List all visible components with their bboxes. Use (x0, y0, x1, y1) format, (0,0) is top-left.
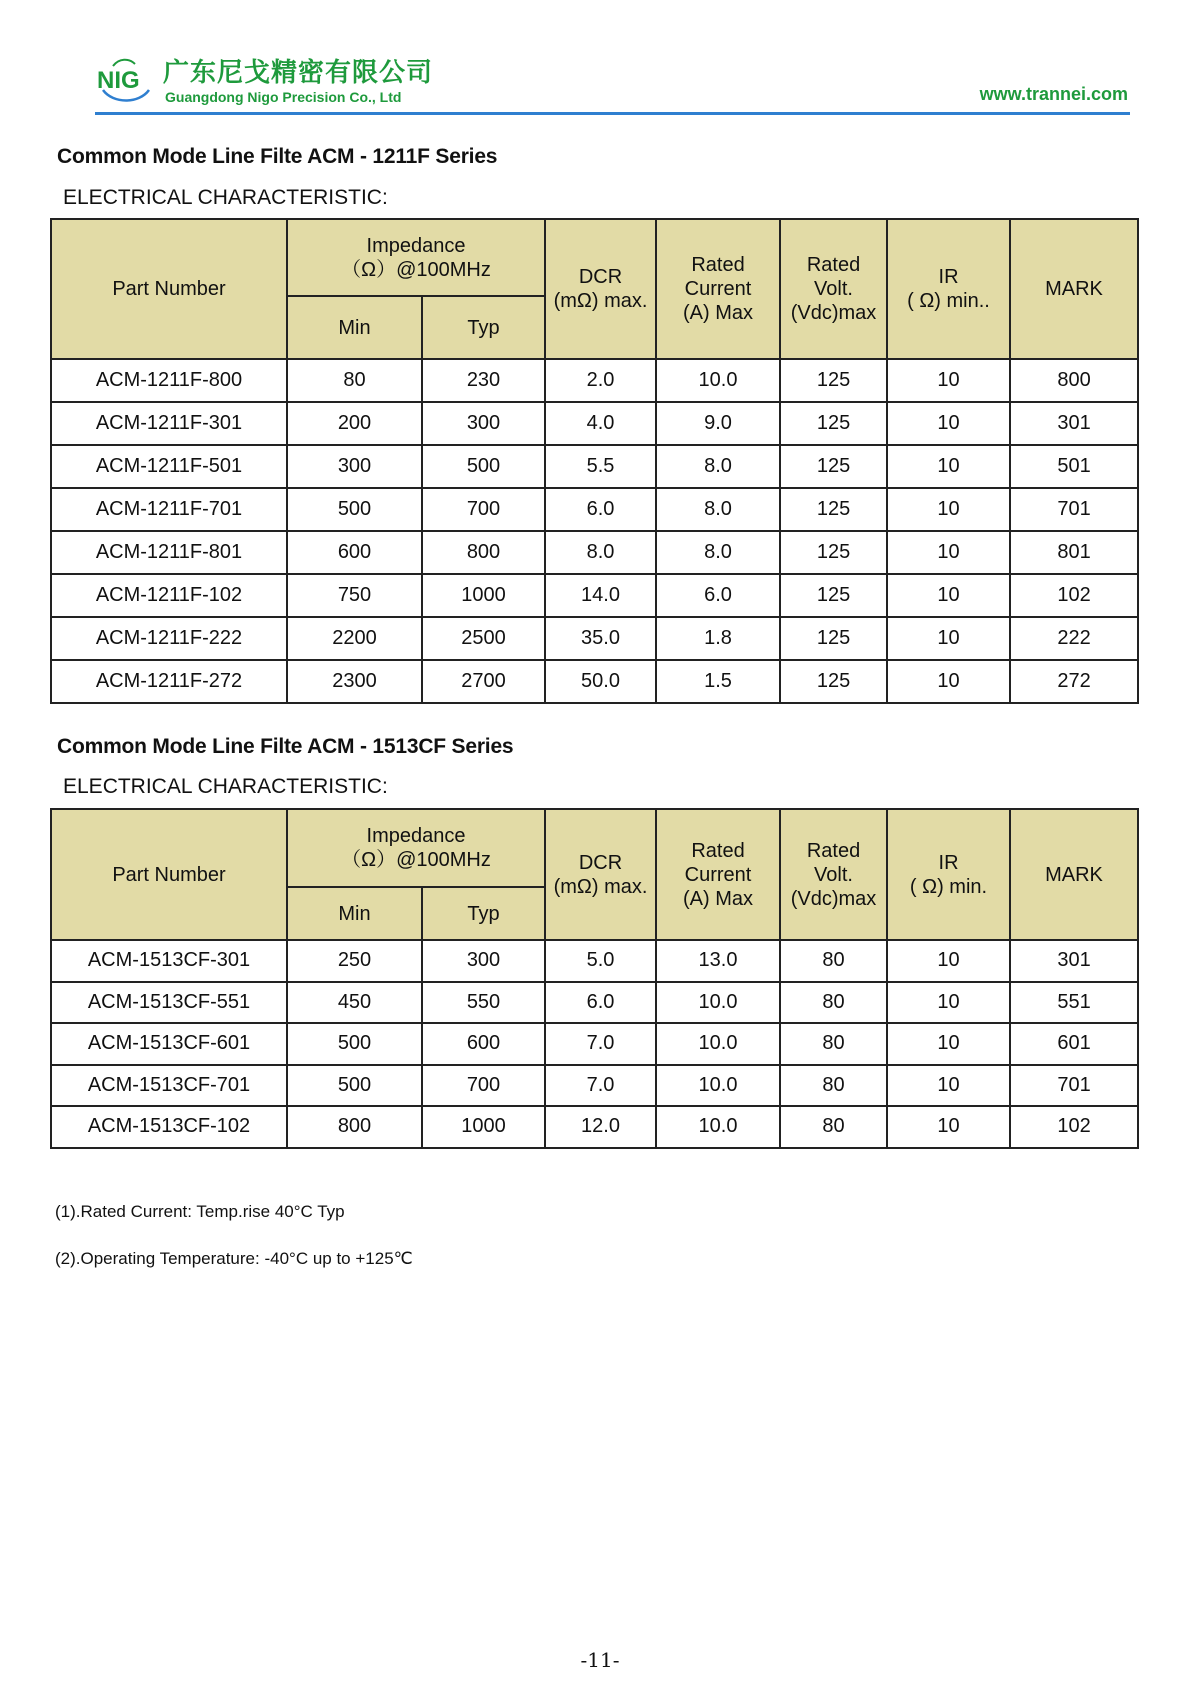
cell-mark: 272 (1010, 660, 1138, 703)
cell-rated-current: 8.0 (656, 445, 780, 488)
table-row (51, 617, 1138, 660)
cell-mark: 102 (1010, 574, 1138, 617)
cell-dcr: 35.0 (545, 617, 656, 660)
table-row (51, 359, 1138, 402)
header-dcr-line2: (mΩ) max. (553, 290, 648, 312)
cell-dcr: 5.0 (545, 940, 656, 982)
cell-part-number: ACM-1211F-102 (51, 574, 287, 617)
cell-ir: 10 (887, 617, 1010, 660)
cell-impedance-typ: 2700 (422, 660, 545, 703)
cell-impedance-min: 450 (287, 982, 422, 1024)
header-dcr-line1: DCR (578, 851, 623, 874)
cell-mark: 701 (1010, 1065, 1138, 1107)
cell-rated-volt: 80 (780, 982, 887, 1024)
cell-impedance-typ: 550 (422, 982, 545, 1024)
cell-mark: 701 (1010, 488, 1138, 531)
header-dcr (545, 219, 656, 359)
company-name-english: Guangdong Nigo Precision Co., Ltd (165, 89, 402, 105)
section-subtitle: ELECTRICAL CHARACTERISTIC: (63, 775, 388, 798)
header-ir (887, 219, 1010, 359)
website-link[interactable]: www.trannei.com (979, 84, 1128, 104)
header-current-line3: (A) Max (683, 887, 754, 910)
header-impedance-line2: （Ω）@100MHz (341, 258, 491, 281)
series-title: Common Mode Line Filte ACM - 1211F Series (57, 145, 498, 168)
cell-impedance-typ: 500 (422, 445, 545, 488)
table-row (51, 1106, 1138, 1148)
cell-ir: 10 (887, 1023, 1010, 1065)
cell-impedance-min: 500 (287, 488, 422, 531)
cell-impedance-typ: 700 (422, 488, 545, 531)
header-ir (887, 809, 1010, 940)
cell-rated-current: 13.0 (656, 940, 780, 982)
cell-rated-volt: 125 (780, 488, 887, 531)
cell-dcr: 12.0 (545, 1106, 656, 1148)
header-mark: MARK (1010, 219, 1138, 359)
cell-rated-current: 10.0 (656, 359, 780, 402)
cell-rated-volt: 125 (780, 574, 887, 617)
table-body (51, 940, 1138, 1148)
cell-ir: 10 (887, 445, 1010, 488)
header-ir-line1: IR (938, 266, 959, 288)
header-typ: Typ (422, 887, 545, 940)
header-ir-line1: IR (938, 851, 959, 874)
cell-mark: 222 (1010, 617, 1138, 660)
cell-part-number: ACM-1513CF-601 (51, 1023, 287, 1065)
header-impedance-line1: Impedance (366, 825, 466, 847)
cell-impedance-min: 600 (287, 531, 422, 574)
cell-mark: 102 (1010, 1106, 1138, 1148)
cell-ir: 10 (887, 402, 1010, 445)
header-dcr-line2: (mΩ) max. (553, 875, 648, 898)
cell-rated-current: 1.8 (656, 617, 780, 660)
cell-impedance-typ: 2500 (422, 617, 545, 660)
spec-table-1211f (50, 218, 1139, 704)
table-row (51, 1023, 1138, 1065)
cell-rated-volt: 125 (780, 617, 887, 660)
cell-rated-current: 8.0 (656, 488, 780, 531)
header-divider (95, 112, 1130, 115)
cell-dcr: 14.0 (545, 574, 656, 617)
cell-dcr: 7.0 (545, 1065, 656, 1107)
header-current-line1: Rated (691, 839, 745, 862)
cell-part-number: ACM-1211F-272 (51, 660, 287, 703)
cell-rated-current: 10.0 (656, 1023, 780, 1065)
table-row (51, 574, 1138, 617)
header-impedance (287, 809, 545, 887)
cell-impedance-min: 800 (287, 1106, 422, 1148)
cell-rated-current: 9.0 (656, 402, 780, 445)
cell-impedance-min: 300 (287, 445, 422, 488)
cell-impedance-min: 80 (287, 359, 422, 402)
header-rated-current (656, 809, 780, 940)
cell-impedance-typ: 1000 (422, 1106, 545, 1148)
table-row (51, 982, 1138, 1024)
cell-rated-volt: 125 (780, 445, 887, 488)
cell-part-number: ACM-1211F-222 (51, 617, 287, 660)
table-row (51, 940, 1138, 982)
cell-rated-volt: 80 (780, 1065, 887, 1107)
header-current-line2: Current (684, 278, 752, 300)
cell-impedance-typ: 700 (422, 1065, 545, 1107)
cell-dcr: 50.0 (545, 660, 656, 703)
cell-impedance-typ: 230 (422, 359, 545, 402)
section-subtitle: ELECTRICAL CHARACTERISTIC: (63, 186, 388, 209)
cell-impedance-min: 500 (287, 1065, 422, 1107)
header-current-line1: Rated (691, 254, 745, 276)
cell-mark: 801 (1010, 531, 1138, 574)
cell-ir: 10 (887, 982, 1010, 1024)
cell-dcr: 2.0 (545, 359, 656, 402)
cell-dcr: 8.0 (545, 531, 656, 574)
cell-mark: 501 (1010, 445, 1138, 488)
cell-rated-volt: 125 (780, 660, 887, 703)
cell-part-number: ACM-1513CF-701 (51, 1065, 287, 1107)
header-part-number: Part Number (51, 809, 287, 940)
cell-dcr: 6.0 (545, 488, 656, 531)
cell-impedance-typ: 300 (422, 402, 545, 445)
cell-ir: 10 (887, 488, 1010, 531)
cell-rated-current: 10.0 (656, 982, 780, 1024)
header-impedance (287, 219, 545, 296)
cell-part-number: ACM-1513CF-102 (51, 1106, 287, 1148)
header-volt-line1: Rated (806, 839, 861, 862)
company-name-chinese: 广东尼戈精密有限公司 (163, 58, 434, 88)
cell-part-number: ACM-1211F-501 (51, 445, 287, 488)
cell-part-number: ACM-1211F-800 (51, 359, 287, 402)
header-typ: Typ (422, 296, 545, 359)
cell-part-number: ACM-1513CF-551 (51, 982, 287, 1024)
header-mark: MARK (1010, 809, 1138, 940)
header-rated-volt (780, 809, 887, 940)
cell-dcr: 5.5 (545, 445, 656, 488)
header-volt-line2: Volt. (814, 278, 853, 300)
company-logo-icon (95, 56, 157, 106)
cell-impedance-typ: 300 (422, 940, 545, 982)
cell-rated-current: 10.0 (656, 1065, 780, 1107)
table-row (51, 660, 1138, 703)
cell-part-number: ACM-1211F-801 (51, 531, 287, 574)
table-row (51, 1065, 1138, 1107)
header-part-number: Part Number (51, 219, 287, 359)
cell-impedance-typ: 600 (422, 1023, 545, 1065)
header-rated-volt (780, 219, 887, 359)
cell-impedance-min: 200 (287, 402, 422, 445)
cell-rated-volt: 125 (780, 359, 887, 402)
series-title: Common Mode Line Filte ACM - 1513CF Series (57, 735, 514, 758)
cell-dcr: 4.0 (545, 402, 656, 445)
cell-impedance-min: 2200 (287, 617, 422, 660)
cell-mark: 551 (1010, 982, 1138, 1024)
table-body (51, 359, 1138, 703)
cell-impedance-min: 500 (287, 1023, 422, 1065)
header-current-line3: (A) Max (683, 302, 754, 324)
cell-ir: 10 (887, 359, 1010, 402)
cell-part-number: ACM-1211F-701 (51, 488, 287, 531)
header-dcr-line1: DCR (578, 266, 623, 288)
page-header (95, 50, 1130, 114)
cell-rated-volt: 80 (780, 1023, 887, 1065)
table-row (51, 531, 1138, 574)
header-volt-line3: (Vdc)max (790, 302, 877, 324)
cell-ir: 10 (887, 531, 1010, 574)
cell-mark: 800 (1010, 359, 1138, 402)
cell-rated-current: 1.5 (656, 660, 780, 703)
cell-rated-current: 6.0 (656, 574, 780, 617)
spec-table-1513cf (50, 808, 1139, 1149)
header-impedance-line2: （Ω）@100MHz (341, 849, 491, 871)
header-ir-line2: ( Ω) min. (909, 875, 988, 898)
cell-rated-volt: 80 (780, 1106, 887, 1148)
cell-ir: 10 (887, 574, 1010, 617)
cell-dcr: 6.0 (545, 982, 656, 1024)
header-volt-line1: Rated (806, 254, 861, 276)
logo-text: NIG (97, 67, 140, 94)
cell-part-number: ACM-1211F-301 (51, 402, 287, 445)
note-rated-current: (1).Rated Current: Temp.rise 40°C Typ (55, 1202, 345, 1221)
table-row (51, 402, 1138, 445)
cell-ir: 10 (887, 1065, 1010, 1107)
cell-impedance-typ: 1000 (422, 574, 545, 617)
cell-ir: 10 (887, 660, 1010, 703)
cell-rated-current: 8.0 (656, 531, 780, 574)
note-operating-temperature: (2).Operating Temperature: -40°C up to +125℃ (55, 1249, 413, 1268)
cell-part-number: ACM-1513CF-301 (51, 940, 287, 982)
header-rated-current (656, 219, 780, 359)
table-row (51, 445, 1138, 488)
cell-impedance-min: 750 (287, 574, 422, 617)
header-volt-line3: (Vdc)max (790, 887, 877, 910)
cell-rated-volt: 125 (780, 402, 887, 445)
cell-mark: 301 (1010, 940, 1138, 982)
cell-rated-current: 10.0 (656, 1106, 780, 1148)
page-number: -11- (580, 1648, 620, 1672)
cell-rated-volt: 80 (780, 940, 887, 982)
cell-ir: 10 (887, 1106, 1010, 1148)
cell-impedance-min: 250 (287, 940, 422, 982)
cell-mark: 601 (1010, 1023, 1138, 1065)
header-impedance-line1: Impedance (366, 234, 466, 257)
header-volt-line2: Volt. (814, 863, 853, 886)
cell-rated-volt: 125 (780, 531, 887, 574)
header-ir-line2: ( Ω) min.. (907, 290, 990, 312)
cell-impedance-typ: 800 (422, 531, 545, 574)
table-row (51, 488, 1138, 531)
header-dcr (545, 809, 656, 940)
header-min: Min (287, 296, 422, 359)
cell-dcr: 7.0 (545, 1023, 656, 1065)
cell-impedance-min: 2300 (287, 660, 422, 703)
cell-ir: 10 (887, 940, 1010, 982)
cell-mark: 301 (1010, 402, 1138, 445)
header-current-line2: Current (684, 863, 752, 886)
header-min: Min (287, 887, 422, 940)
